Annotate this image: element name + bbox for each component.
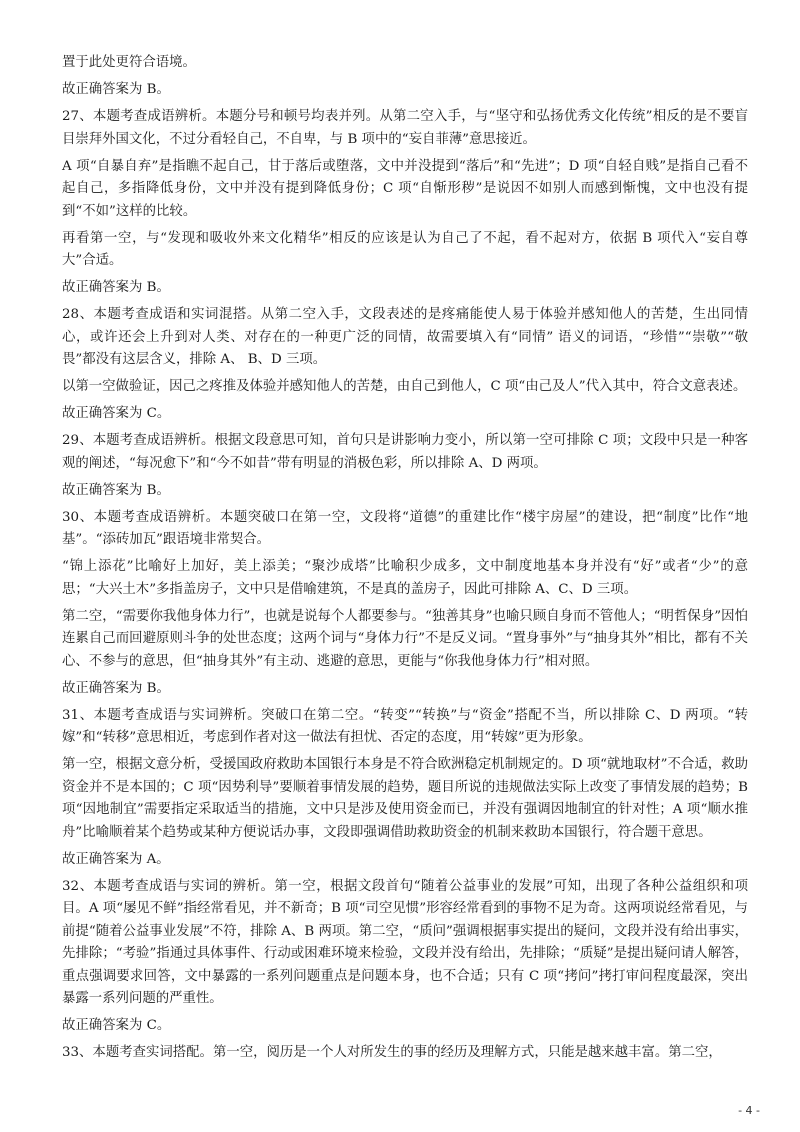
paragraph: 置于此处更符合语境。 <box>62 55 196 70</box>
paragraph: 第二空，“需要你我他身体力行”，也就是说每个人都要参与。“独善其身”也喻只顾自身而不管他人；“明哲保身”因怕连累自己而回避原则斗争的处世态度；这两个词与“身体力行”不是反义词。“置身事外”与“抽身其外”相比，都有不关心、不参与的意思，但“抽身其外”有主动、逃避的意思，更能与“你我他身体力行”相对照。 <box>62 608 748 669</box>
question-32-explanation: 32、本题考查成语与实词的辨析。第一空，根据文段首句“随着公益事业的发展”可知，出现了各种公益组织和项目。A 项“屡见不鲜”指经常看见，并不新奇；B 项“司空见惯”形容经常看到的事物不足为奇。这两项说经常看见，与前提“随着公益事业发展”不符，排除 A、B 两项。第二空，“质问”强调根据事实提出的疑问，文段并没有给出事实，先排除；“考验”指通过具体事件、行动或困难环境来检验，文段并没有给出，先排除；“质疑”是提出疑问请人解答，重点强调要求回答，文中暴露的一系列问题重点是问题本身，也不合适；只有 C 项“拷问”拷打审问程度最深，突出暴露一系列问题的严重性。 <box>62 878 748 1006</box>
answer-line: 故正确答案为 B。 <box>62 482 170 498</box>
question-33-explanation: 33、本题考查实词搭配。第一空，阅历是一个人对所发生的事的经历及理解方式，只能是越来越丰富。第二空， <box>62 1045 722 1060</box>
answer-line: 故正确答案为 B。 <box>62 82 170 97</box>
question-28-explanation: 28、本题考查成语和实词混搭。从第二空入手，文段表述的是疼痛能使人易于体验并感知他人的苦楚，生出同情心，或许还会上升到对人类、对存在的一种更广泛的同情，故需要填入有“同情” 语义的词语，“珍惜”“崇敬”“敬畏”都没有这层含义，排除 A、 B、D 三项。 <box>62 307 748 367</box>
paragraph: A 项“自暴自弃”是指瞧不起自己，甘于落后或堕落，文中并没提到“落后”和“先进”；D 项“自轻自贱”是指自己看不起自己，多指降低身份，文中并没有提到降低身份；C 项“自惭形秽”是说因不如别人而感到惭愧，文中也没有提到“不如”这样的比较。 <box>62 158 748 219</box>
question-31-explanation: 31、本题考查成语与实词辨析。突破口在第二空。“转变”“转换”与“资金”搭配不当，所以排除 C、D 两项。“转嫁”和“转移”意思相近，考虑到作者对这一做法有担忧、否定的态度，用“转嫁”更为形象。 <box>62 707 748 745</box>
question-29-explanation: 29、本题考查成语辨析。根据文段意思可知，首句只是讲影响力变小，所以第一空可排除 C 项；文段中只是一种客观的阐述，“每况愈下”和“今不如昔”带有明显的消极色彩，所以排除 A、D 两项。 <box>62 433 748 471</box>
answer-line: 故正确答案为 C。 <box>62 406 171 421</box>
answer-line: 故正确答案为 C。 <box>62 1018 171 1033</box>
question-30-explanation: 30、本题考查成语辨析。本题突破口在第一空，文段将“道德”的重建比作“楼宇房屋”的建设，把“制度”比作“地基”。“添砖加瓦”跟语境非常契合。 <box>62 509 748 547</box>
answer-line: 故正确答案为 B。 <box>62 280 170 295</box>
answer-line: 故正确答案为 A。 <box>62 851 170 867</box>
paragraph: 第一空，根据文意分析，受援国政府救助本国银行本身是不符合欧洲稳定机制规定的。D 项“就地取材”不合适，救助资金并不是本国的；C 项“因势利导”要顺着事情发展的趋势，题目所说的违规做法实际上改变了事情发展的趋势；B 项“因地制宜”需要指定采取适当的措施，文中只是涉及使用资金而已，并没有强调因地制宜的针对性；A 项“顺水推舟”比喻顺着某个趋势或某种方便说话办事，文段即强调借助救助资金的机制来救助本国银行，符合题干意思。 <box>62 757 748 840</box>
page-number: - 4 - <box>738 1104 760 1117</box>
answer-text-body <box>62 52 748 1065</box>
paragraph: 再看第一空，与“发现和吸收外来文化精华”相反的应该是认为自己了不起，看不起对方，依据 B 项代入“妄自尊大”合适。 <box>62 230 748 268</box>
paragraph: 以第一空做验证，因己之疼推及体验并感知他人的苦楚，由自己到他人，C 项“由己及人”代入其中，符合文意表述。 <box>62 379 747 394</box>
answer-line: 故正确答案为 B。 <box>62 680 170 696</box>
paragraph: “锦上添花”比喻好上加好，美上添美；“聚沙成塔”比喻积少成多，文中制度地基本身并没有“好”或者“少”的意思；“大兴土木”多指盖房子，文中只是借喻建筑，不是真的盖房子，因此可排除 A、C、D 三项。 <box>62 559 748 597</box>
question-27-explanation: 27、本题考查成语辨析。本题分号和顿号均表并列。从第二空入手，与“坚守和弘扬优秀文化传统”相反的是不要盲目崇拜外国文化，不过分看轻自己，不自卑，与 B 项中的“妄自菲薄”意思接近。 <box>62 109 748 147</box>
